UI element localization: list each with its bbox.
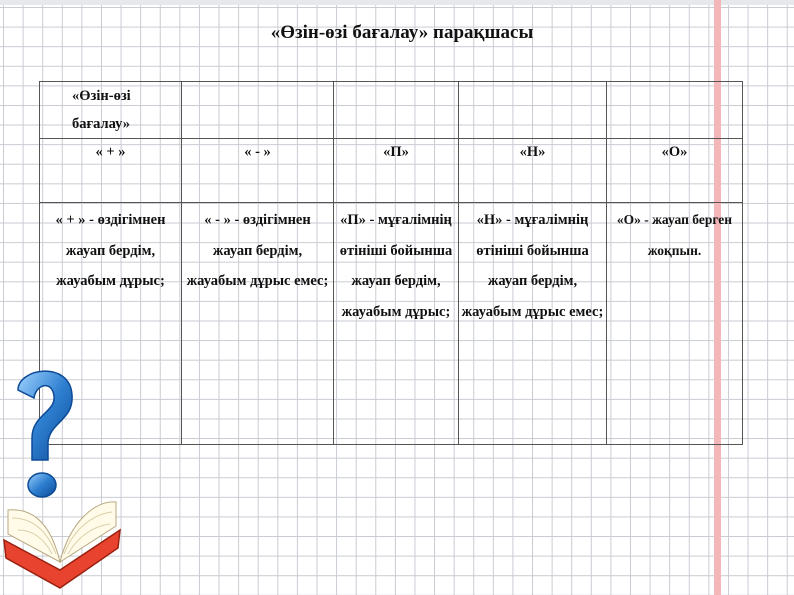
mark-minus: « - » (182, 139, 334, 203)
description-p: «П» - мұғалімнің өтініші бойынша жауап бердім, жауабым дұрыс; (334, 203, 459, 445)
description-minus: « - » - өздігімнен жауап бердім, жауабым дұрыс емес; (182, 203, 334, 445)
table-row (40, 139, 743, 203)
self-assessment-table (39, 81, 743, 445)
open-book-icon (0, 470, 130, 595)
table-cell-empty (459, 82, 607, 139)
description-n: «Н» - мұғалімнің өтініші бойынша жауап бердім, жауабым дұрыс емес; (459, 203, 607, 445)
top-stripe (0, 0, 794, 5)
mark-n: «Н» (459, 139, 607, 203)
table-corner-label: «Өзін-өзі бағалау» (40, 82, 182, 139)
mark-plus: « + » (40, 139, 182, 203)
description-plus: « + » - өздігімнен жауап бердім, жауабым дұрыс; (40, 203, 182, 445)
table-row (40, 82, 743, 139)
description-o: «О» - жауап берген жоқпын. (607, 203, 743, 445)
table-cell-empty (182, 82, 334, 139)
table-row (40, 203, 743, 445)
mark-p: «П» (334, 139, 459, 203)
table-cell-empty (334, 82, 459, 139)
page-title: «Өзін-өзі бағалау» парақшасы (270, 22, 534, 43)
mark-o: «О» (607, 139, 743, 203)
table-cell-empty (607, 82, 743, 139)
